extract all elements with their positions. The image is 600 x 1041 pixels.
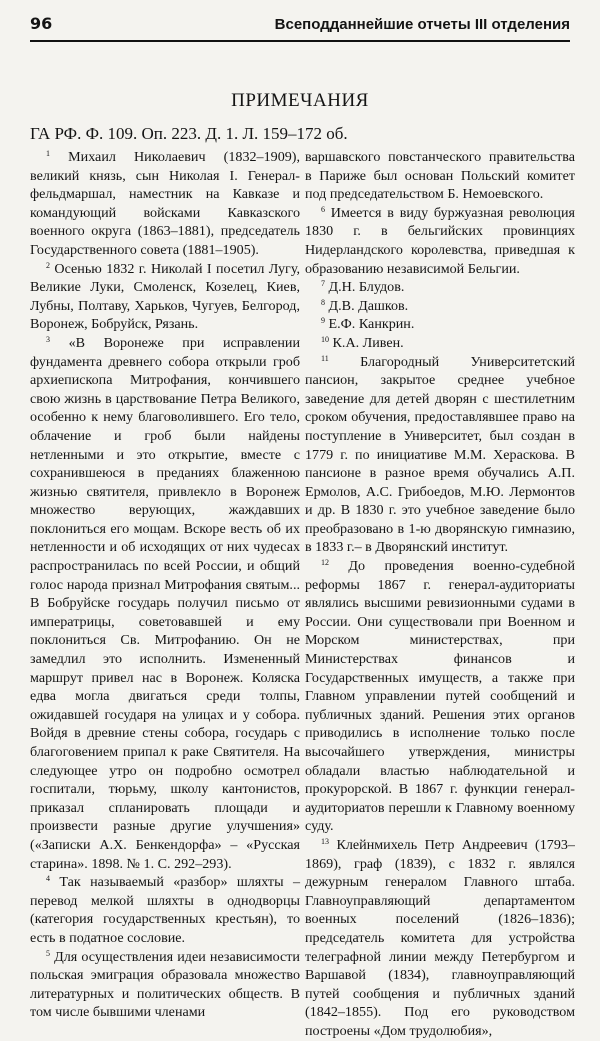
note-2 <box>30 260 300 334</box>
note-7 <box>305 278 575 297</box>
note-8 <box>305 297 575 316</box>
note-text: Д.В. Дашков. <box>328 297 409 314</box>
note-9 <box>305 315 575 334</box>
page-number: 96 <box>30 14 53 33</box>
note-10 <box>305 334 575 353</box>
note-text: Клейнмихель Петр Андреевич (1793–1869), граф (1839), с 1832 г. являлся дежурным генералом Главного штаба. Главноуправляющий департаментом военных поселений (1826–1836); председатель комитета для устройства телеграфной линии между Петербургом и Варшавой (1834), главноуправляющий путей сообщения и публичных зданий (1842–1855). Под его руководством построены «Дом трудолюбия», <box>305 836 575 1039</box>
note-number: 3 <box>46 334 50 344</box>
note-text: Благородный Университетский пансион, закрытое среднее учебное заведение для детей дворян с шестилетним сроком обучения, предоставлявшее право на поступление в Университет, был создан в 1779 г. по инициативе М.М. Хераскова. В пансионе в разное время обучались А.П. Ермолов, А.С. Грибоедов, М.Ю. Лермонтов и др. В 1830 г. это учебное заведение было преобразовано в 1-ю дворянскую гимназию, в 1833 г.– в Дворянский институт. <box>305 353 575 556</box>
note-number: 11 <box>321 353 329 363</box>
running-title: Всеподданнейшие отчеты III отделения <box>274 16 570 33</box>
left-column <box>30 148 300 1022</box>
archive-reference: ГА РФ. Ф. 109. Оп. 223. Д. 1. Л. 159–172 об. <box>30 124 348 143</box>
note-4 <box>30 873 300 947</box>
note-text: Е.Ф. Канкрин. <box>328 316 415 333</box>
note-11 <box>305 353 575 558</box>
note-text: Михаил Николаевич (1832–1909), великий князь, сын Николая I. Генерал-фельдмаршал, наместник на Кавказе и командующий войсками Кавказского военного округа (1863–1881), председатель Государственного совета (1881–1905). <box>30 149 300 258</box>
section-title: ПРИМЕЧАНИЯ <box>231 90 369 111</box>
note-number: 10 <box>321 334 329 344</box>
note-number: 8 <box>321 297 325 307</box>
note-number: 7 <box>321 279 325 289</box>
note-1 <box>30 148 300 260</box>
note-number: 2 <box>46 260 50 270</box>
running-header <box>30 14 570 42</box>
note-text: Осенью 1832 г. Николай I посетил Лугу, Великие Луки, Смоленск, Козелец, Киев, Лубны, Полтаву, Харьков, Чугуев, Белгород, Воронеж, Бобруйск, Рязань. <box>30 260 300 333</box>
note-number: 9 <box>321 316 325 326</box>
note-13 <box>305 836 575 1041</box>
note-text: Имеется в виду буржуазная революция 1830 г. в бельгийских провинциях Нидерландского королевства, приведшая к образованию независимой Бельгии. <box>305 204 575 277</box>
note-text: К.А. Ливен. <box>332 334 404 351</box>
right-column <box>305 148 575 1041</box>
note-text: варшавского повстанческого правительства в Париже был основан Польский комитет под председательством Б. Немоевского. <box>305 149 575 203</box>
note-5 <box>30 948 300 1022</box>
note-number: 6 <box>321 204 325 214</box>
note-text: Так называемый «разбор» шляхты – перевод мелкой шляхты в однодворцы (категория государственных крестьян), то есть в податное сословие. <box>30 874 300 946</box>
note-number: 4 <box>46 874 50 884</box>
note-number: 1 <box>46 149 50 158</box>
note-3 <box>30 334 300 873</box>
note-12 <box>305 557 575 836</box>
note-text: Д.Н. Блудов. <box>328 279 405 296</box>
note-6 <box>305 204 575 278</box>
note-text: «В Воронеже при исправлении фундамента древнего собора открыли гроб архиепископа Митрофания, кончившего свою жизнь в царствование Петра Великого, особенно к нему благоволившего. Его тело, облачение и гроб были найдены нетленными и это открытие, вместе с сохранившеюся в преданиях блаженною жизнью святителя, привлекло в Воронеж множество верующих, жаждавших поклониться его мощам. Вскоре весть об их нетленности и об исходящих от них чудесах распространилась по всей России, и общий голос народа признал Митрофания святым... В Бобруйске государь получил письмо от императрицы, советовавшей и ему поклониться Св. Митрофанию. Он не замедлил это исполнить. Измененный маршрут привел нас в Воронеж. Коляска едва могла двигаться среди толпы, ожидавшей государя на улицах и у собора. Войдя в древние стены собора, государь с благоговением припал к раке Святителя. На следующее утро он подробно осмотрел госпитали, тюрьму, школу кантонистов, приказал спланировать площади и произвести разные другие улучшения» («Записки А.Х. Бенкендорфа» – «Русская старина». 1898. № 1. С. 292–293). <box>30 334 300 872</box>
note-number: 5 <box>46 948 50 958</box>
note-5-continued <box>305 148 575 204</box>
note-number: 13 <box>321 836 329 846</box>
note-text: Для осуществления идеи независимости польская эмиграция образовала множество литературных и политических обществ. В том числе бывшими членами <box>30 948 300 1021</box>
note-text: До проведения военно-судебной реформы 1867 г. генерал-аудиториаты являлись высшими ревизионными судами в России. Они существовали при Военном и Морском министерствах, при Министерствах финансов и Государственных имуществ, а также при Главном управлении путей сообщений и публичных зданий. Решения этих органов приводились в исполнение только после высочайшего утверждения, министры обладали властью наблюдательной и прокурорской. В 1867 г. функции генерал-аудиториатов перешли к Главному военному суду. <box>305 558 575 835</box>
note-number: 12 <box>321 558 329 568</box>
